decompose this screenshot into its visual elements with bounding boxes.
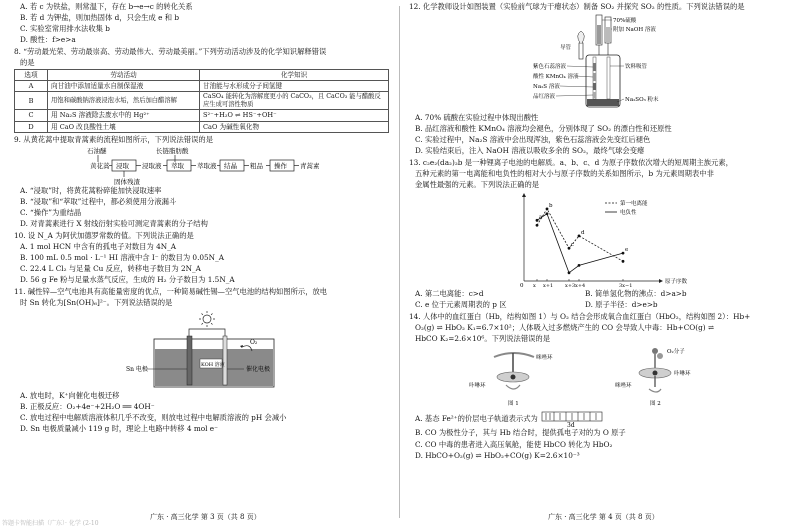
- option: B. “浸取”和“萃取”过程中，都必须使用分液漏斗: [20, 197, 177, 207]
- option: B. 100 mL 0.5 mol · L⁻¹ HI 溶液中含 I⁻ 的数目为 0.05N_A: [20, 252, 224, 262]
- figure-1: [469, 353, 553, 407]
- table-cell: CaO 为碱性氧化物: [200, 121, 389, 132]
- question-stem: 五种元素的第一电离能和电负性的相对大小与原子序数的关系如图所示，b 为元素周期表中非: [415, 168, 714, 178]
- chart-legend: [605, 199, 648, 216]
- q12-apparatus-figure: [409, 13, 784, 113]
- figure-label: 卟啉环: [469, 382, 486, 389]
- table-cell: A: [15, 81, 48, 92]
- option: D. 酸性：f>e>a: [20, 35, 76, 45]
- x-tick-label: x: [533, 283, 536, 290]
- orbital-diagram: [540, 411, 610, 427]
- figure-label: 附加 NaOH 溶液: [613, 27, 656, 34]
- question-stem: 9. 从黄花蒿中提取青蒿素的流程如图所示，下列说法错误的是: [14, 134, 213, 144]
- table-header: 化学知识: [200, 69, 389, 80]
- x-tick-label: 3x−1: [619, 283, 633, 290]
- page-footer-left: 广东 · 高三化学 第 3 页（共 8 页）: [150, 513, 261, 521]
- data-point: [536, 219, 539, 222]
- legend-entry: 第一电离能: [620, 201, 648, 208]
- question-stem: 的是: [20, 57, 35, 67]
- table-header: 劳动活动: [48, 69, 200, 80]
- question-10: [14, 231, 396, 285]
- figure-label: 酸性 KMnO₄ 溶液: [533, 74, 579, 81]
- q7-options: [14, 2, 396, 45]
- option: D. 实验结束后，注入 NaOH 溶液以吸收多余的 SO₂，最终气球会变瘪: [415, 146, 645, 156]
- option: B. CO 为极性分子，其与 Hb 结合时，提供孤电子对的为 O 原子: [415, 428, 626, 438]
- question-11: [14, 287, 396, 434]
- table-row: [15, 121, 389, 132]
- data-point: [578, 264, 581, 267]
- question-stem: 时 Sn 转化为[Sn(OH)₆]²⁻。下列说法错误的是: [20, 297, 173, 307]
- figure-label: O₂: [250, 338, 258, 346]
- flow-label: 黄花蒿: [90, 161, 110, 170]
- option: D. Sn 电极质量减小 119 g 时，理论上电路中转移 4 mol e⁻: [20, 423, 218, 433]
- option: B. 正极反应：O₂+4e⁻+2H₂O ══ 4OH⁻: [20, 401, 155, 411]
- flow-label: 萃取液: [197, 161, 217, 170]
- option: D. HbCO+O₂(g) ⇌ HbO₂+CO(g) K=2.6×10⁻³: [415, 450, 580, 460]
- data-point: [568, 247, 571, 250]
- figure-label: 咪唑环: [615, 382, 632, 389]
- table-cell: CaSO₄ 能转化为溶解度更小的 CaCO₃，且 CaCO₃ 能与醋酸反应生成可溶性物质: [200, 92, 389, 110]
- option: A. 70% 硫酸在实验过程中体现出酸性: [415, 113, 539, 123]
- figure-label: 导管: [560, 45, 572, 52]
- flow-step: 浸取: [116, 161, 129, 170]
- question-stem: 14. 人体中的血红蛋白（Hb，结构如图 1）与 O₂ 结合会形成氧合血红蛋白（HbO₂，结构如图 2）：Hb+: [409, 311, 751, 321]
- flow-step: 萃取: [171, 161, 184, 170]
- table-cell: B: [15, 92, 48, 110]
- figure-label: 紫色石蕊溶液: [533, 64, 567, 71]
- watermark: 答题卡智能扫描（广东）· 化学 (2-10: [2, 520, 99, 527]
- point-label: b: [549, 202, 553, 209]
- option: D. 56 g Fe 粉与足量水蒸气反应，生成的 H₂ 分子数目为 1.5N_A: [20, 275, 235, 285]
- option: D. 原子半径：d>e>b: [585, 300, 658, 310]
- option-row: [409, 300, 791, 309]
- option: C. 放电过程中电解质溶液体积几乎不改变，则放电过程中电解质溶液的 pH 会减小: [20, 412, 287, 422]
- table-row: [15, 110, 389, 121]
- option: D. 对青蒿素进行 X 射线衍射实验可测定青蒿素的分子结构: [20, 219, 208, 229]
- option: B. 品红溶液和酸性 KMnO₄ 溶液均会褪色，分别体现了 SO₂ 的漂白性和还原性: [415, 124, 672, 134]
- question-8: [14, 47, 396, 133]
- point-label: c: [571, 242, 575, 249]
- q11-battery-figure: [14, 309, 389, 391]
- series-line: [537, 214, 623, 273]
- point-label: a: [539, 214, 543, 221]
- question-stem: 10. 设 N_A 为阿伏加德罗常数的值。下列说法正确的是: [14, 230, 194, 240]
- flow-label: 青蒿素: [300, 161, 320, 170]
- table-cell: S²⁻+H₂O ⇌ HS⁻+OH⁻: [200, 110, 389, 121]
- right-column: [409, 2, 791, 462]
- option: A. “浸取”时，将黄花蒿粉碎能加快浸取速率: [20, 185, 162, 195]
- table-cell: 用 CaO 改良酸性土壤: [48, 121, 200, 132]
- q9-flowchart: [14, 146, 389, 186]
- orbital-label: 3d: [567, 421, 575, 427]
- option: A. 1 mol HCN 中含有的孤电子对数目为 4N_A: [20, 241, 177, 251]
- q14-hemoglobin-figure: [409, 345, 784, 411]
- figure-label: 饮料吸管: [625, 64, 648, 71]
- table-cell: C: [15, 110, 48, 121]
- flow-step: 结晶: [224, 161, 237, 170]
- option: C. 22.4 L Cl₂ 与足量 Cu 反应，转移电子数目为 2N_A: [20, 263, 201, 273]
- table-cell: 用 Na₂S 溶液除去废水中的 Hg²⁺: [48, 110, 200, 121]
- flow-label: 浸取液: [142, 161, 162, 170]
- data-point: [568, 271, 571, 274]
- question-stem: 13. c₂e₂(da₂)₂b 是一种锂离子电池的电解质。a、b、c、d 为原子序数依次增大的短周期主族元素，: [409, 157, 733, 167]
- question-13: [409, 158, 791, 310]
- x-tick-label: x+3: [565, 283, 576, 290]
- page-footer-right: 广东 · 高三化学 第 4 页（共 8 页）: [548, 513, 659, 521]
- table-header-row: [15, 69, 389, 80]
- origin-label: 0: [520, 283, 524, 290]
- option: A. 第二电离能：c>d: [415, 289, 484, 299]
- figure-2: [615, 347, 691, 407]
- option: A. 放电时，K⁺向催化电极迁移: [20, 390, 120, 400]
- figure-caption: 图 1: [508, 400, 519, 407]
- table-cell: D: [15, 121, 48, 132]
- figure-label: KOH 溶液: [201, 361, 225, 368]
- option: A. 若 c 为铁盐，则常温下，存在 b→e→c 的转化关系: [20, 2, 193, 11]
- flow-label: 粗品: [250, 161, 263, 170]
- x-tick-label: x+1: [543, 283, 554, 290]
- data-point: [622, 260, 625, 263]
- option: A. 基态 Fe²⁺的价层电子轨道表示式为: [415, 413, 538, 423]
- table-cell: 甘油能与水形成分子间氢键: [200, 81, 389, 92]
- left-column: [14, 2, 396, 435]
- figure-label: O₂分子: [667, 348, 685, 355]
- table-cell: 向甘油中添加适量水自制保湿液: [48, 81, 200, 92]
- question-9: [14, 135, 396, 229]
- figure-label: Na₂SO₃ 粉末: [625, 97, 659, 104]
- x-axis-label: 原子序数: [665, 279, 688, 286]
- data-point: [622, 252, 625, 255]
- data-point: [546, 207, 549, 210]
- column-divider: [399, 6, 400, 518]
- figure-label: Sn 电极: [126, 365, 148, 373]
- question-12: [409, 2, 791, 156]
- question-stem: 金属性最强的元素。下列说法正确的是: [415, 179, 540, 189]
- flow-label: 石油醚: [87, 146, 107, 155]
- table-header: 选项: [15, 69, 48, 80]
- option: C. 实验室常用排水法收集 b: [20, 24, 110, 34]
- table-row: [15, 92, 389, 110]
- figure-label: 催化电极: [246, 365, 271, 373]
- question-stem: 12. 化学教师设计如图装置（实验前气球为干瘪状态）制备 SO₂ 并探究 SO₂ 的性质。下列说法错误的是: [409, 2, 745, 11]
- data-point: [536, 224, 539, 227]
- point-label: e: [625, 247, 629, 254]
- option: B. 简单氢化物的沸点：d>a>b: [585, 289, 687, 299]
- option-row: [409, 289, 791, 298]
- option: C. e 位于元素周期表的 p 区: [415, 300, 507, 310]
- question-stem: 8. “劳动最光荣、劳动最崇高、劳动最伟大、劳动最美丽。”下列劳动活动涉及的化学知识解释错误: [14, 46, 327, 56]
- point-label: d: [581, 229, 585, 236]
- sun-icon: [199, 311, 215, 327]
- x-tick-label: x+4: [575, 283, 586, 290]
- flow-label: 固体残渣: [114, 177, 140, 186]
- option: C. CO 中毒的患者进入高压氧舱，能使 HbCO 转化为 HbO₂: [415, 439, 613, 449]
- option: C. “操作”为重结晶: [20, 208, 82, 218]
- figure-label: 70%硫酸: [613, 18, 637, 25]
- figure-caption: 图 2: [650, 400, 661, 407]
- table-row: [15, 81, 389, 92]
- option-a-row: [409, 411, 791, 427]
- data-point: [546, 212, 549, 215]
- figure-label: 卟啉环: [674, 370, 691, 377]
- data-point: [578, 235, 581, 238]
- question-stem: 11. 碱性锌—空气电池具有高能量密度的优点，一种简易碱性锡—空气电池的结构如图所示，放电: [14, 286, 328, 296]
- question-stem: O₂(g) ⇌ HbO₂ K₁=6.7×10²；人体吸入过多燃烧产生的 CO 会导致人中毒：Hb+CO(g) ⇌: [415, 322, 715, 332]
- flow-step: 操作: [274, 161, 287, 170]
- figure-label: 咪唑环: [536, 354, 553, 361]
- figure-label: 品红溶液: [533, 94, 556, 101]
- question-stem: HbCO K₂=2.6×10⁶。下列说法错误的是: [415, 333, 551, 343]
- q8-table: [14, 69, 389, 133]
- figure-label: Na₂S 溶液: [533, 84, 560, 91]
- option: C. 实验过程中，Na₂S 溶液中会出现浑浊，紫色石蕊溶液会先变红后褪色: [415, 135, 651, 145]
- option: B. 若 d 为钾盐，则加热固体 d，只会生成 e 和 b: [20, 13, 179, 23]
- legend-entry: 电负性: [620, 210, 637, 217]
- q13-chart: [409, 191, 784, 289]
- flow-label: 长链脂肪酸: [156, 146, 189, 155]
- table-cell: 用饱和碳酸钠溶液浸泡水垢，然后加白醋溶解: [48, 92, 200, 110]
- question-14: [409, 312, 791, 460]
